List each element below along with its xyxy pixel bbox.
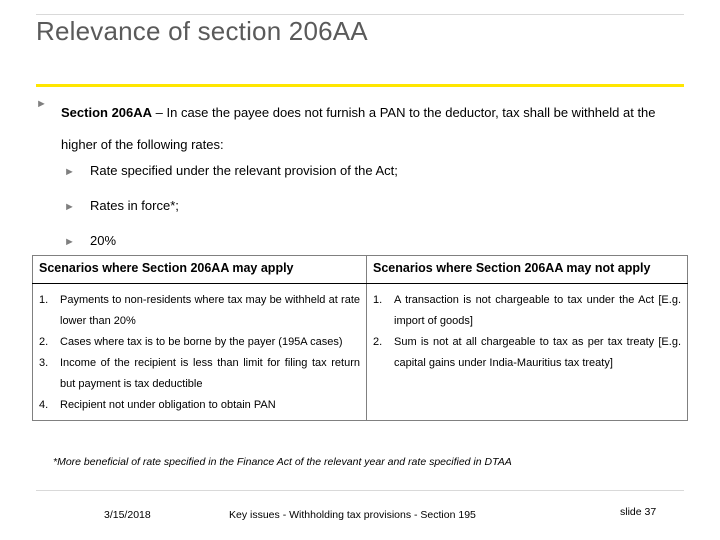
item-text: A transaction is not chargeable to tax under the Act [E.g. import of goods] <box>394 294 681 327</box>
sub-bullet <box>64 233 116 248</box>
triangle-right-icon: ► <box>64 166 75 178</box>
may-apply-cell <box>33 284 367 421</box>
section-label: Section 206AA <box>61 105 153 120</box>
item-number: 2. <box>373 336 383 348</box>
item-number: 1. <box>373 294 383 306</box>
footer-divider <box>36 490 684 491</box>
list-item <box>39 290 360 332</box>
sub-bullet <box>64 198 179 213</box>
item-text: Payments to non-residents where tax may be withheld at rate lower than 20% <box>60 294 360 327</box>
list-item <box>39 332 360 353</box>
main-bullet-body: – In case the payee does not furnish a PAN to the deductor, tax shall be withheld at the higher of the following rates: <box>61 105 656 152</box>
sub-bullet <box>64 163 398 178</box>
title-underline <box>36 84 684 87</box>
sub-bullet-text: Rates in force*; <box>90 198 179 213</box>
triangle-right-icon: ► <box>64 201 75 213</box>
slide-number: slide 37 <box>620 506 657 518</box>
item-text: Recipient not under obligation to obtain PAN <box>60 399 276 411</box>
list-item <box>39 395 360 416</box>
list-item <box>39 353 360 395</box>
may-not-apply-cell <box>367 284 688 421</box>
item-number: 2. <box>39 336 49 348</box>
footer-title: Key issues - Withholding tax provisions - Section 195 <box>229 509 476 521</box>
scenarios-table <box>32 255 688 421</box>
list-item <box>373 290 681 332</box>
header-may-not-apply: Scenarios where Section 206AA may not apply <box>367 256 688 284</box>
sub-bullet-text: 20% <box>90 233 117 248</box>
footer-date: 3/15/2018 <box>104 509 151 521</box>
item-number: 1. <box>39 294 49 306</box>
top-divider <box>36 14 684 15</box>
triangle-right-icon: ► <box>36 98 47 110</box>
list-item <box>373 332 681 374</box>
item-text: Income of the recipient is less than limit for filing tax return but payment is tax deductible <box>60 357 360 390</box>
item-number: 4. <box>39 399 49 411</box>
item-text: Sum is not at all chargeable to tax as per tax treaty [E.g. capital gains under India-Mauritius tax treaty] <box>394 336 681 369</box>
header-may-apply: Scenarios where Section 206AA may apply <box>33 256 367 284</box>
slide-title: Relevance of section 206AA <box>36 16 368 46</box>
footnote: *More beneficial of rate specified in the Finance Act of the relevant year and rate specified in DTAA <box>53 456 512 468</box>
sub-bullet-text: Rate specified under the relevant provision of the Act; <box>90 163 398 178</box>
main-bullet-text <box>61 97 686 161</box>
item-number: 3. <box>39 357 49 369</box>
triangle-right-icon: ► <box>64 236 75 248</box>
item-text: Cases where tax is to be borne by the payer (195A cases) <box>60 336 343 348</box>
